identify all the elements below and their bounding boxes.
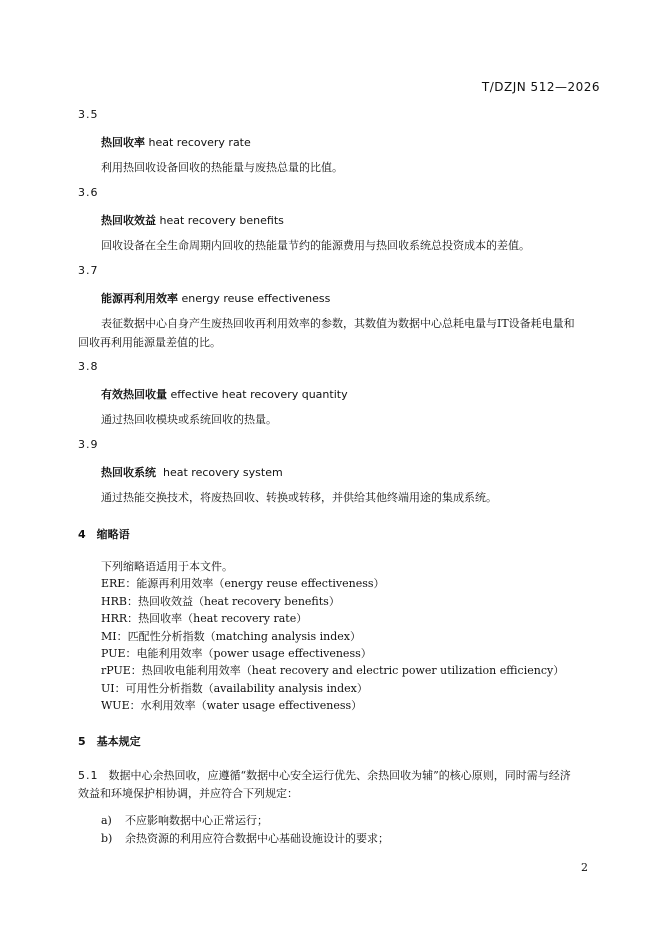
term-title-zh: 热回收效益 [101, 214, 156, 227]
term-definition: 通过热能交换技术，将废热回收、转换或转移，并供给其他终端用途的集成系统。 [101, 491, 497, 504]
list-item-text: 不应影响数据中心正常运行； [125, 814, 268, 827]
term-title-zh: 能源再利用效率 [101, 292, 178, 305]
clause-number: 5.1 [78, 769, 99, 782]
term-title [101, 386, 348, 402]
list-item [101, 830, 389, 846]
list-item [101, 812, 268, 828]
term-title-en: heat recovery system [159, 466, 283, 479]
term-title [101, 290, 330, 306]
abbreviation-item: UI：可用性分析指数（availability analysis index） [101, 682, 368, 695]
list-item-label: b) [101, 832, 113, 845]
term-number: 3.7 [78, 264, 99, 277]
abbreviation-item: PUE：电能利用效率（power usage effectiveness） [101, 647, 372, 660]
clause-text: 数据中心余热回收，应遵循“数据中心安全运行优先、余热回收为辅”的核心原则，同时需与经济 [108, 769, 571, 782]
section-heading: 4 缩略语 [78, 528, 130, 541]
term-number: 3.6 [78, 186, 99, 199]
term-title-zh: 热回收系统 [101, 466, 156, 479]
term-definition: 通过热回收模块或系统回收的热量。 [101, 413, 277, 426]
term-title-zh: 有效热回收量 [101, 388, 167, 401]
section-heading: 5 基本规定 [78, 735, 141, 748]
clause-line [78, 767, 571, 783]
abbreviation-item: MI：匹配性分析指数（matching analysis index） [101, 630, 361, 643]
term-definition-line: 回收再利用能源量差值的比。 [78, 336, 221, 349]
term-number: 3.5 [78, 108, 99, 121]
abbreviation-item: WUE：水利用效率（water usage effectiveness） [101, 699, 363, 712]
page-number: 2 [581, 861, 588, 874]
list-item-label: a) [101, 814, 112, 827]
term-title-en: energy reuse effectiveness [181, 292, 331, 305]
abbreviation-item: rPUE：热回收电能利用效率（heat recovery and electric power utilization efficiency） [101, 664, 565, 677]
term-definition: 回收设备在全生命周期内回收的热能量节约的能源费用与热回收系统总投资成本的差值。 [101, 239, 530, 252]
section-intro: 下列缩略语适用于本文件。 [101, 560, 233, 573]
term-title-en: effective heat recovery quantity [170, 388, 348, 401]
list-item-text: 余热资源的利用应符合数据中心基础设施设计的要求； [125, 832, 389, 845]
term-title-en: heat recovery rate [148, 136, 251, 149]
term-definition-line: 表征数据中心自身产生废热回收再利用效率的参数，其数值为数据中心总耗电量与IT设备耗电量和 [101, 317, 575, 330]
term-title [101, 464, 283, 480]
term-number: 3.9 [78, 438, 99, 451]
term-title [101, 212, 284, 228]
term-definition: 利用热回收设备回收的热能量与废热总量的比值。 [101, 161, 343, 174]
abbreviation-item: HRB：热回收效益（heat recovery benefits） [101, 595, 340, 608]
abbreviation-item: ERE：能源再利用效率（energy reuse effectiveness） [101, 577, 385, 590]
term-title-en: heat recovery benefits [159, 214, 284, 227]
term-number: 3.8 [78, 360, 99, 373]
term-title [101, 134, 251, 150]
clause-line: 效益和环境保护相协调，并应符合下列规定： [78, 787, 298, 800]
document-number: T/DZJN 512—2026 [481, 80, 600, 94]
abbreviation-item: HRR：热回收率（heat recovery rate） [101, 612, 308, 625]
term-title-zh: 热回收率 [101, 136, 145, 149]
